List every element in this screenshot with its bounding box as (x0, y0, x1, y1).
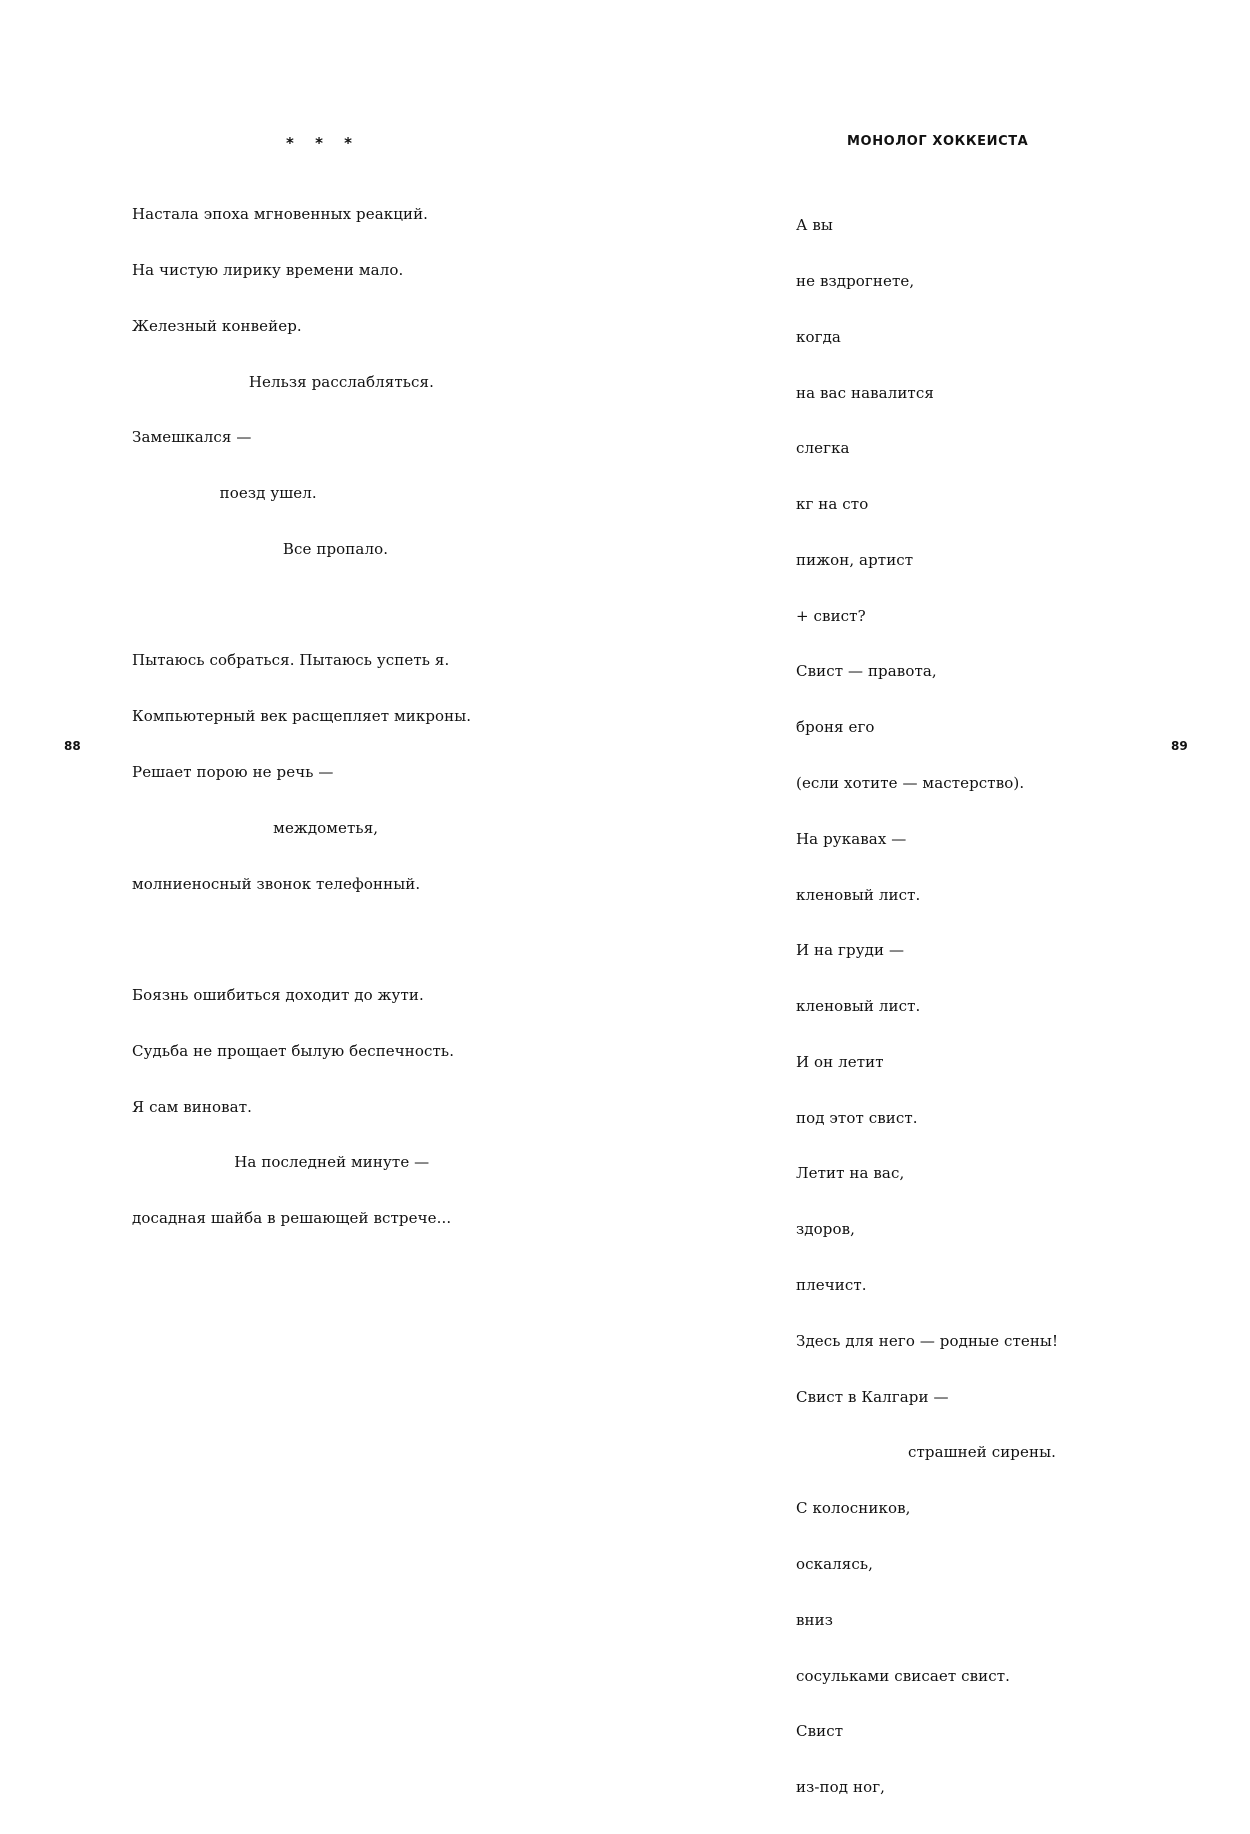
poem-title: МОНОЛОГ ХОККЕИСТА (847, 134, 1029, 149)
poem-line: досадная шайба в решающей встрече... (132, 1209, 452, 1228)
stanza-gap (132, 930, 471, 949)
poem-line: Я сам виноват. (132, 1097, 252, 1116)
poem-line: Настала эпоха мгновенных реакций. (132, 205, 429, 224)
poem-line: кленовый лист. (796, 997, 921, 1016)
poem-line: Замешкался — (132, 428, 252, 447)
poem-line: междометья, (132, 818, 379, 837)
poem-line: Все пропало. (132, 539, 389, 558)
poem-line: страшней сирены. (796, 1443, 1056, 1462)
poem-line: поезд ушел. (132, 484, 317, 503)
poem-line: Здесь для него — родные стены! (796, 1331, 1059, 1350)
poem-line: молниеносный звонок телефонный. (132, 874, 421, 893)
poem-line: (если хотите — мастерство). (796, 774, 1025, 792)
poem-line: На последней минуте — (132, 1153, 430, 1172)
poem-line: Боязнь ошибиться доходит до жути. (132, 986, 424, 1005)
poem-line: под этот свист. (796, 1108, 918, 1127)
stanza-gap (132, 596, 471, 615)
right-poem (796, 179, 1058, 1834)
poem-line: слегка (796, 439, 850, 458)
poem-line: Судьба не прощает былую беспечность. (132, 1041, 455, 1060)
poem-line: Летит на вас, (796, 1164, 905, 1183)
poem-line: Компьютерный век расщепляет микроны. (132, 707, 472, 726)
poem-line: броня его (796, 718, 875, 737)
poem-line: на вас навалится (796, 383, 934, 402)
poem-line: Нельзя расслабляться. (132, 372, 434, 391)
poem-line: кг на сто (796, 495, 869, 514)
poem-line: И на груди — (796, 941, 905, 960)
poem-line: Пытаюсь собраться. Пытаюсь успеть я. (132, 651, 450, 670)
poem-line: не вздрогнете, (796, 271, 915, 290)
poem-line: + свист? (796, 606, 866, 625)
poem-line: На рукавах — (796, 829, 907, 848)
poem-line: На чистую лирику времени мало. (132, 260, 404, 279)
section-divider-stars: * * * (286, 134, 360, 152)
poem-line: когда (796, 327, 841, 346)
left-poem (132, 168, 471, 1265)
poem-line: здоров, (796, 1220, 855, 1239)
poem-line: пижон, артист (796, 550, 914, 569)
poem-line: оскалясь, (796, 1554, 873, 1573)
poem-line: Железный конвейер. (132, 316, 302, 335)
poem-line: сосульками свисает свист. (796, 1666, 1011, 1685)
poem-line: кленовый лист. (796, 885, 921, 904)
poem-line: И он летит (796, 1052, 884, 1071)
poem-line: Решает порою не речь — (132, 763, 334, 781)
poem-line: А вы (796, 216, 833, 235)
left-page (0, 0, 625, 1228)
poem-line: вниз (796, 1610, 834, 1629)
right-page (625, 0, 1250, 1797)
poem-line: Свист в Калгари — (796, 1387, 949, 1406)
poem-line: плечист. (796, 1276, 867, 1295)
poem-line: Свист — правота, (796, 662, 937, 681)
page-number-right: 89 (1171, 739, 1188, 753)
poem-line: Свист (796, 1722, 844, 1741)
poem-line: из-под ног, (796, 1778, 886, 1797)
poem-line: С колосников, (796, 1499, 911, 1518)
page-number-left: 88 (64, 739, 81, 753)
